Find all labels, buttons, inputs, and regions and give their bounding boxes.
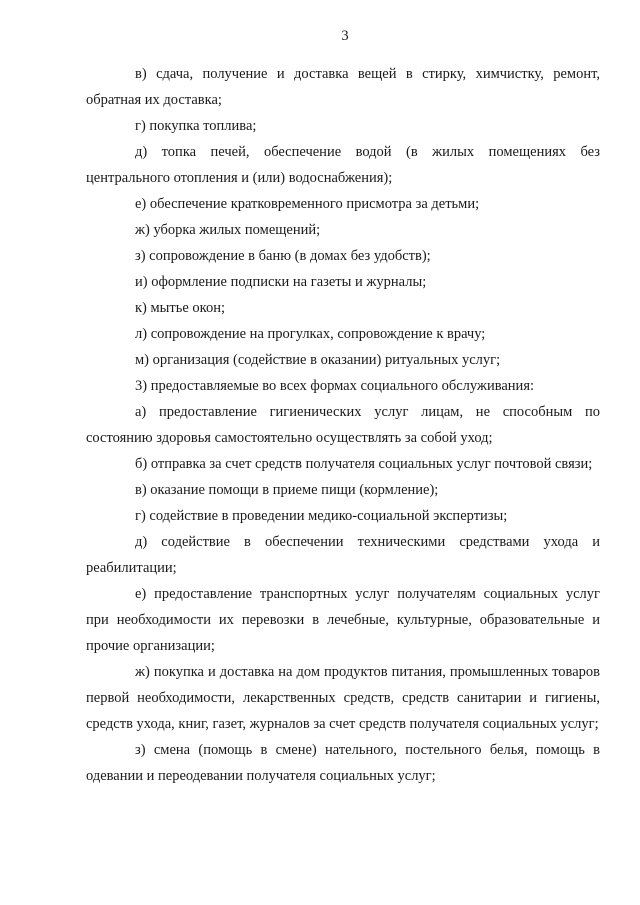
- document-body: [86, 61, 600, 789]
- list-item: е) обеспечение кратковременного присмотра за детьми;: [135, 196, 480, 212]
- list-item: в) сдача, получение и доставка вещей в стирку, химчистку, ремонт, обратная их доставка;: [86, 66, 600, 108]
- page-number: 3: [341, 28, 349, 44]
- list-item: к) мытье окон;: [135, 300, 226, 316]
- list-item: в) оказание помощи в приеме пищи (кормление);: [135, 482, 439, 498]
- list-item: з) смена (помощь в смене) нательного, постельного белья, помощь в одевании и переодевании получателя социальных услуг;: [86, 742, 600, 784]
- list-item: е) предоставление транспортных услуг получателям социальных услуг при необходимости их перевозки в лечебные, культурные, образовательные и прочие организации;: [86, 586, 600, 654]
- list-item: ж) уборка жилых помещений;: [135, 222, 321, 238]
- section-heading: 3) предоставляемые во всех формах социального обслуживания:: [135, 378, 535, 394]
- list-item: а) предоставление гигиенических услуг лицам, не способным по состоянию здоровья самостоятельно осуществлять за собой уход;: [86, 404, 600, 446]
- list-item: д) топка печей, обеспечение водой (в жилых помещениях без центрального отопления и (или) водоснабжения);: [86, 144, 600, 186]
- list-item: б) отправка за счет средств получателя социальных услуг почтовой связи;: [135, 456, 593, 472]
- list-item: д) содействие в обеспечении техническими средствами ухода и реабилитации;: [86, 534, 600, 576]
- list-item: ж) покупка и доставка на дом продуктов питания, промышленных товаров первой необходимости, лекарственных средств, средств санитарии и гигиены, средств ухода, книг, газет, журналов за счет средств получателя социальных услуг;: [86, 664, 600, 732]
- list-item: л) сопровождение на прогулках, сопровождение к врачу;: [135, 326, 486, 342]
- list-item: и) оформление подписки на газеты и журналы;: [135, 274, 427, 290]
- list-item: г) покупка топлива;: [135, 118, 257, 134]
- list-item: м) организация (содействие в оказании) ритуальных услуг;: [135, 352, 501, 368]
- list-item: з) сопровождение в баню (в домах без удобств);: [135, 248, 431, 264]
- list-item: г) содействие в проведении медико-социальной экспертизы;: [135, 508, 508, 524]
